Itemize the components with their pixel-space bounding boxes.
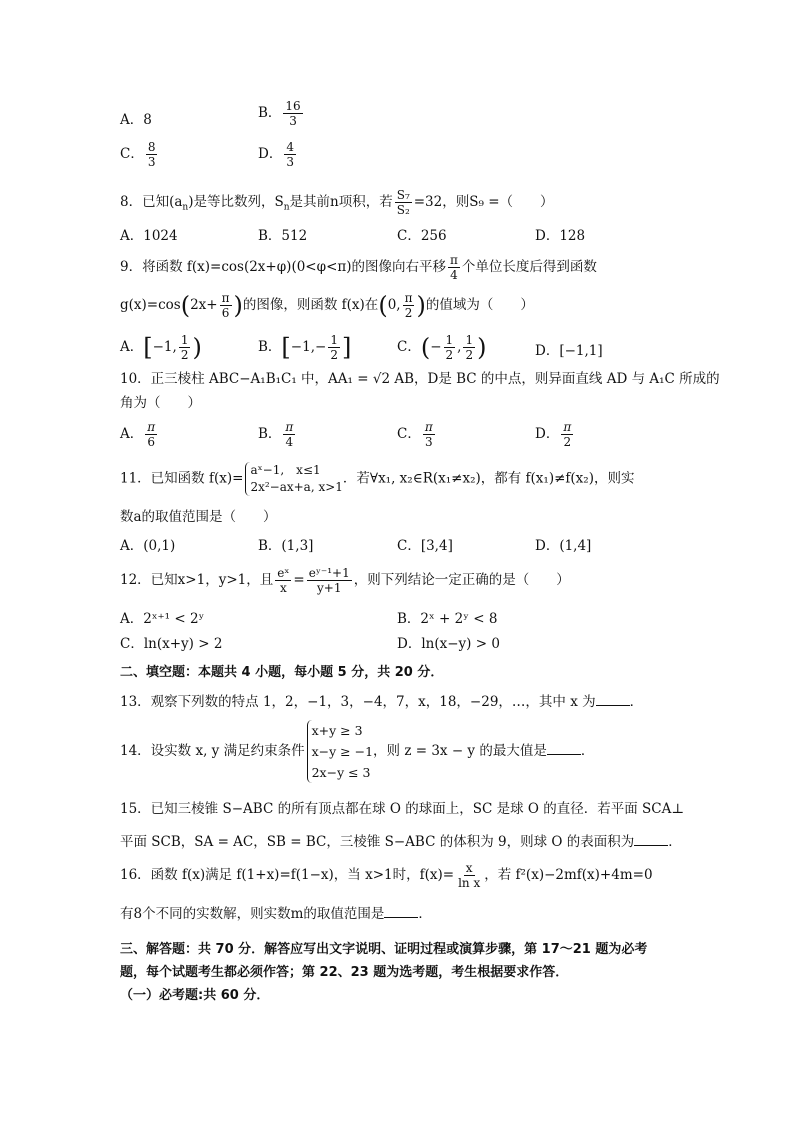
section3-line1: 三、解答题：共 70 分．解答应写出文字说明、证明过程或演算步骤，第 17～21 题为必考: [120, 942, 648, 957]
q14-c1: x+y ≥ 3: [311, 723, 363, 738]
q8-option-b: B．512: [258, 228, 308, 244]
q12-post: ，则下列结论一定正确的是（ ）: [353, 572, 570, 588]
q13-line: [120, 693, 643, 711]
q16-post: ，若 f²(x)−2mf(x)+4m=0: [484, 867, 653, 883]
q8-eq: =32，则S₉ =（ ）: [413, 194, 554, 210]
q10-a-pi: π: [147, 420, 156, 434]
q10-c-label: C．: [397, 426, 421, 442]
q7-d-den: 3: [286, 155, 294, 169]
q10-b-pi: π: [285, 420, 294, 434]
q16-den: ln x: [458, 876, 481, 890]
q9-c-num1: 1: [445, 333, 454, 347]
q7-option-a: [120, 108, 152, 128]
q9-line1-a: 9．将函数 f(x)=cos(2x+φ)(0<φ<π)的图像向右平移: [120, 259, 447, 275]
q11-option-b: B．(1,3]: [258, 538, 314, 554]
q7-option-d: [258, 140, 298, 169]
q9-line1-num: π: [450, 253, 458, 267]
q10-line1: 10．正三棱柱 ABC−A₁B₁C₁ 中，AA₁ = √2 AB，D是 BC 的中点，则异面直线 AD 与 A₁C 所成的: [120, 371, 720, 387]
q12-option-a: A．2ˣ⁺¹ < 2ʸ: [120, 611, 205, 627]
q15-end: ．: [668, 834, 682, 850]
q9-option-d: D．[−1,1]: [535, 343, 603, 359]
q15-line2: [120, 833, 682, 851]
q9-option-c: C．(− $\frac{1}{2}$ , $\frac{1}{2}$ ): [397, 333, 487, 362]
q10-d-label: D．: [535, 426, 560, 442]
section2-title: 二、填空题：本题共 4 小题，每小题 5 分，共 20 分．: [120, 665, 444, 680]
q16-line1: [120, 861, 653, 890]
q10-option-b: [258, 420, 297, 449]
q8-frac-den: S₂: [396, 203, 410, 217]
q14-post: ，则 z = 3x − y 的最大值是: [373, 743, 547, 759]
q9-b-num: 1: [330, 333, 338, 347]
q9-c-num2: 1: [465, 333, 474, 347]
q14-blank: [547, 742, 581, 755]
q16-end: ．: [418, 906, 432, 922]
q7-option-c-label: C．: [120, 146, 144, 162]
q9-c-label: C．: [397, 339, 421, 355]
q10-c-pi: π: [424, 420, 433, 434]
q10-d-pi: π: [563, 420, 572, 434]
q16-pre: 16．函数 f(x)满足 f(1+x)=f(1−x)，当 x>1时，f(x)=: [120, 867, 455, 883]
q9-a-label: A．: [120, 339, 144, 355]
q13-end: ．: [629, 694, 644, 710]
q16-line2: [120, 905, 432, 923]
q9-a-den: 2: [180, 348, 189, 362]
q12-option-c: C．ln(x+y) > 2: [120, 636, 223, 652]
q8-option-c: C．256: [397, 228, 447, 244]
q11-option-c: C．[3,4]: [397, 538, 453, 554]
q9-line2-num: π: [221, 291, 230, 305]
q13-text: 13．观察下列数的特点 1，2，−1，3，−4，7，x，18，−29，…，其中 x 为: [120, 694, 596, 710]
q12-n1: eˣ: [277, 566, 290, 580]
q7-option-a-label: A．: [120, 112, 144, 128]
q15-line1: 15．已知三棱锥 S−ABC 的所有顶点都在球 O 的球面上，SC 是球 O 的直径．若平面 SCA⊥: [120, 801, 685, 817]
q12-n2: eʸ⁻¹+1: [308, 566, 350, 580]
q9-line2-in-a: 2x+: [190, 297, 218, 313]
q9-b-pre: −1,−: [290, 339, 327, 355]
q9-line1-den: 4: [450, 268, 458, 282]
q7-d-num: 4: [286, 140, 294, 154]
section3-line3: （一）必考题:共 60 分．: [120, 988, 270, 1003]
q8-pre: 8．已知(a: [120, 194, 183, 210]
q16-line2-text: 有8个不同的实数解，则实数m的取值范围是: [120, 906, 385, 922]
q12-d2: y+1: [317, 581, 342, 595]
q11-case1: aˣ−1, x≤1: [250, 463, 321, 477]
q11-option-d: D．(1,4]: [535, 538, 592, 554]
q7-c-num: 8: [147, 140, 156, 154]
q9-a-num: 1: [180, 333, 189, 347]
q11-post: ．若∀x₁, x₂∈R(x₁≠x₂)，都有 f(x₁)≠f(x₂)，则实: [342, 470, 635, 487]
q7-option-a-text: 8: [143, 112, 152, 128]
q15-blank: [634, 833, 668, 846]
q15-line2-text: 平面 SCB，SA = AC，SB = BC，三棱锥 S−ABC 的体积为 9，则球 O 的表面积为: [120, 834, 635, 850]
q9-line2-int-a: 0,: [387, 297, 401, 313]
q9-c-pre: −: [430, 339, 442, 355]
q14-end: ．: [580, 743, 595, 759]
q9-option-a: A．[−1, $\frac{1}{2}$ ): [120, 333, 202, 362]
q9-line2-int-num: π: [404, 291, 413, 305]
q9-line2-int-den: 2: [404, 306, 413, 320]
q8-stem: [120, 188, 554, 217]
q8-option-a: A．1024: [120, 228, 178, 244]
q8-mid: )是等比数列，S: [188, 194, 284, 210]
q10-b-label: B．: [258, 426, 282, 442]
q14-pre: 14．设实数 x, y 满足约束条件: [120, 743, 305, 759]
q10-a-label: A．: [120, 426, 144, 442]
q11-line2: 数a的取值范围是（ ）: [120, 509, 277, 525]
q8-sub: n: [182, 202, 189, 213]
q7-option-b-label: B．: [258, 105, 282, 121]
q10-option-d: [535, 420, 575, 449]
q10-line2: 角为（ ）: [120, 395, 201, 411]
q11-case2: 2x²−ax+a, x>1: [250, 480, 343, 494]
q10-c-den: 3: [424, 435, 433, 449]
q10-b-den: 4: [285, 435, 294, 449]
section3-line2: 题，每个试题考生都必须作答；第 22、23 题为选考题，考生根据要求作答．: [120, 965, 569, 980]
q9-b-den: 2: [330, 348, 338, 362]
q8-option-d: D．128: [535, 228, 586, 244]
q9-line2: g(x)=cos(2x+ $\frac{\pi}{6}$ )的图像，则函数 f(x)在(0, $\frac{\pi}{2}$ )的值域为（ ）: [120, 291, 534, 320]
q16-blank: [384, 905, 418, 918]
q9-b-label: B．: [258, 339, 282, 355]
q16-num: x: [465, 861, 473, 875]
q9-line2-b: 的图像，则函数 f(x)在: [242, 297, 379, 313]
q9-line2-den: 6: [221, 306, 230, 320]
q9-c-den2: 2: [465, 348, 474, 362]
q7-option-b: [258, 99, 305, 128]
q7-c-den: 3: [147, 155, 156, 169]
q11-pre: 11．已知函数 f(x)=: [120, 470, 244, 487]
q13-blank: [596, 693, 630, 706]
q9-line1: [120, 253, 597, 282]
q11-option-a: A．(0,1): [120, 538, 176, 554]
q8-sub2: n: [283, 202, 290, 213]
q10-d-den: 2: [563, 435, 572, 449]
q12-stem: [120, 566, 570, 595]
q9-option-b: B．[−1,− $\frac{1}{2}$ ]: [258, 333, 352, 362]
q14-c2: x−y ≥ −1: [311, 744, 374, 759]
q9-c-den1: 2: [445, 348, 454, 362]
q7-b-den: 3: [289, 114, 297, 128]
q12-d1: x: [279, 581, 287, 595]
q11-line1: [120, 462, 634, 496]
q12-eq: =: [293, 572, 305, 588]
q12-pre: 12．已知x>1，y>1，且: [120, 572, 274, 588]
q10-option-c: [397, 420, 437, 449]
q10-option-a: [120, 420, 159, 449]
q7-option-d-label: D．: [258, 146, 283, 162]
q12-option-b: B．2ˣ + 2ʸ < 8: [397, 611, 498, 627]
q12-option-d: D．ln(x−y) > 0: [397, 636, 500, 652]
q7-b-num: 16: [285, 99, 301, 113]
q10-a-den: 6: [147, 435, 156, 449]
q7-option-c: [120, 140, 159, 169]
q9-line1-b: 个单位长度后得到函数: [461, 259, 597, 275]
q14-c3: 2x−y ≤ 3: [311, 765, 371, 780]
q8-frac-num: S₇: [396, 188, 410, 202]
q14-line: [120, 720, 594, 783]
q9-line2-c: 的值域为（ ）: [425, 297, 534, 313]
q8-mid2: 是其前n项积，若: [289, 194, 393, 210]
q9-line2-a: g(x)=cos: [120, 297, 181, 313]
q9-a-pre: −1,: [152, 339, 177, 355]
